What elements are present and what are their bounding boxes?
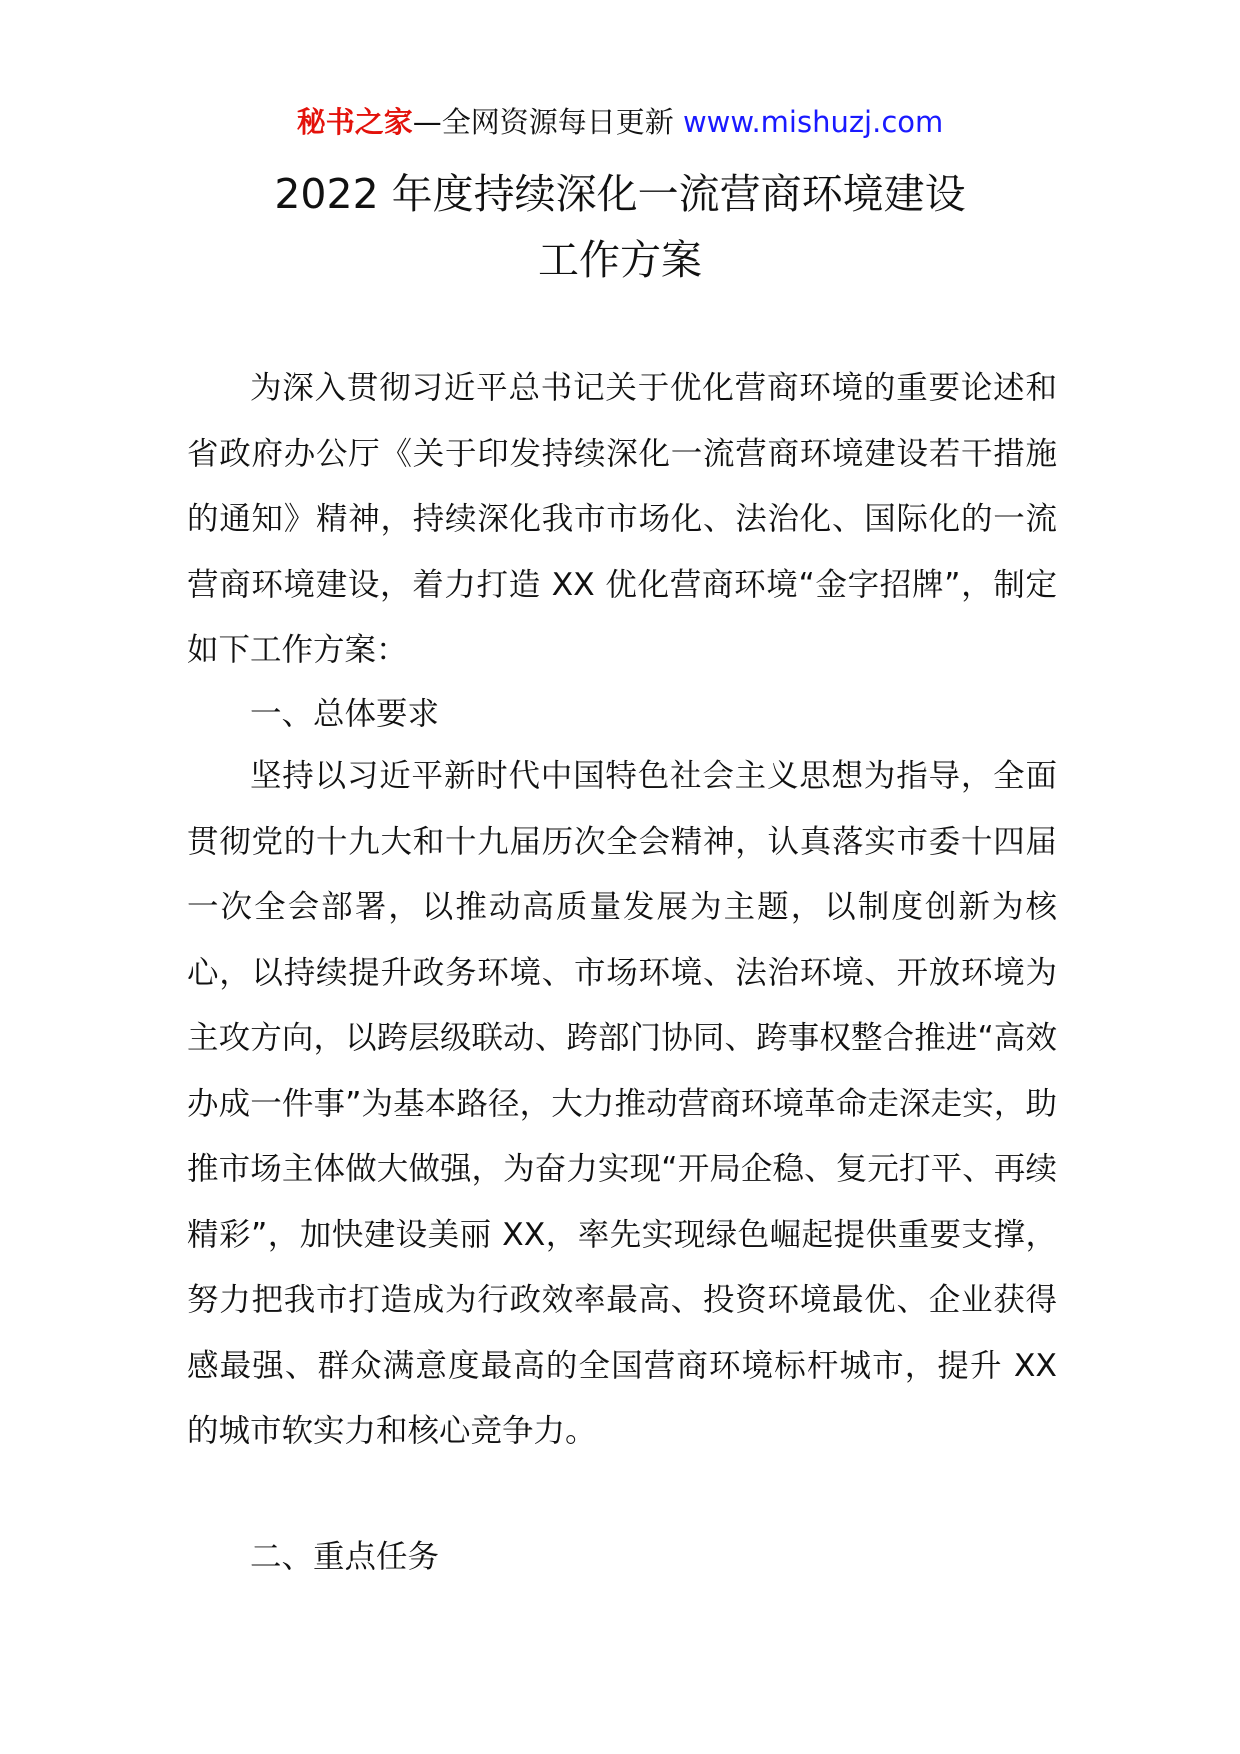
site-header <box>0 102 1240 142</box>
document-title-line-2: 工作方案 <box>538 236 702 284</box>
intro-paragraph-block <box>187 356 1057 684</box>
intro-paragraph: 为深入贯彻习近平总书记关于优化营商环境的重要论述和省政府办公厅《关于印发持续深化一流营商环境建设若干措施的通知》精神，持续深化我市市场化、法治化、国际化的一流营商环境建设，着力打造 XX 优化营商环境“金字招牌”，制定如下工作方案： <box>187 370 1057 668</box>
brand-name: 秘书之家 <box>296 105 413 139</box>
header-slogan: —全网资源每日更新 <box>412 105 683 139</box>
section-heading: 二、重点任务 <box>250 1539 440 1575</box>
section-1-heading-block <box>187 682 1057 748</box>
requirements-paragraph: 坚持以习近平新时代中国特色社会主义思想为指导，全面贯彻党的十九大和十九届历次全会精神，认真落实市委十四届一次全会部署，以推动高质量发展为主题，以制度创新为核心，以持续提升政务环境、市场环境、法治环境、开放环境为主攻方向，以跨层级联动、跨部门协同、跨事权整合推进“高效办成一件事”为基本路径，大力推动营商环境革命走深走实，助推市场主体做大做强，为奋力实现“开局企稳、复元打平、再续精彩”，加快建设美丽 XX，率先实现绿色崛起提供重要支撑，努力把我市打造成为行政效率最高、投资环境最优、企业获得感最强、群众满意度最高的全国营商环境标杆城市，提升 XX 的城市软实力和核心竞争力。 <box>187 758 1057 1449</box>
section-heading: 一、总体要求 <box>250 696 440 732</box>
site-url-link[interactable]: www.mishuzj.com <box>682 105 944 139</box>
requirements-paragraph-block <box>187 744 1057 1465</box>
document-title-line-1: 2022 年度持续深化一流营商环境建设 <box>274 170 966 218</box>
section-2-heading-block <box>187 1525 1057 1591</box>
